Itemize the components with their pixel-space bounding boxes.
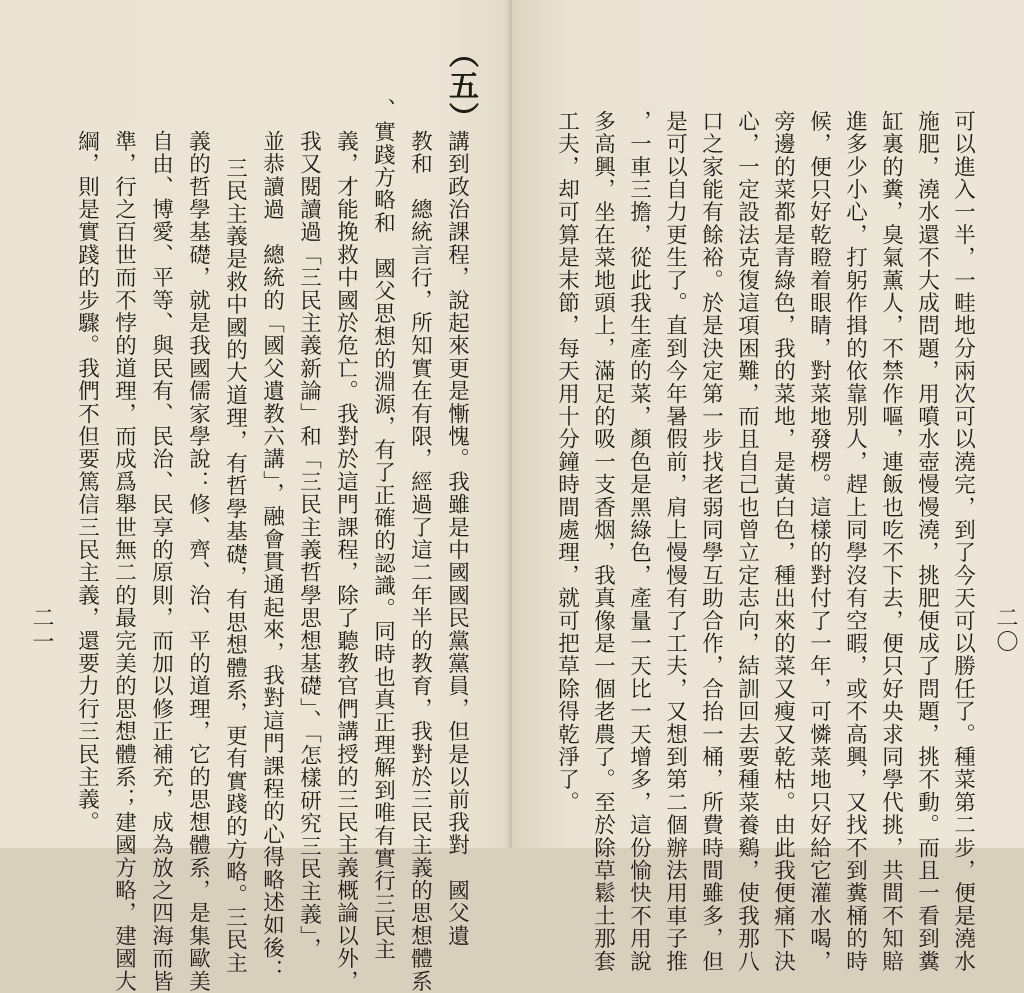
text-column: 施肥，澆水還不大成問題，用噴水壺慢慢澆，挑肥便成了問題，挑不動。而且一看到糞 xyxy=(914,110,940,973)
text-column: ，一車三擔，從此我生產的菜，顏色是黑綠色，產量一天比一天增多，這份愉快不用說 xyxy=(626,110,652,973)
text-column: 綱，則是實踐的步驟。我們不但要篤信三民主義，還要力行三民主義。 xyxy=(74,130,100,834)
text-column: 候，便只好乾瞪着眼睛，對菜地發楞。這樣的對付了一年，可憐菜地只好給它灌水喝， xyxy=(806,110,832,973)
page-number: 二一 xyxy=(29,606,54,654)
text-column: 心，一定設法克復這項困難，而且自己也曾立定志向，結訓回去要種菜養鷄，使我那八 xyxy=(734,110,760,973)
text-column: 可以進入一半，一畦地分兩次可以澆完，到了今天可以勝任了。種菜第二步，便是澆水 xyxy=(950,110,976,973)
text-column: 講到政治課程，說起來更是慚愧。我雖是中國國民黨黨員，但是以前我對 國父遺 xyxy=(444,130,470,948)
text-column: 缸裏的糞，臭氣薰人，不禁作嘔，連飯也吃不下去，便只好央求同學代挑，共間不知賠 xyxy=(878,110,904,973)
text-column: 口之家能有餘裕。於是決定第一步找老弱同學互助合作，合抬一桶，所費時間雖多，但 xyxy=(698,110,724,973)
text-column: 教和 總統言行，所知實在有限，經過了這二年半的教育，我對於三民主義的思想體系 xyxy=(407,130,433,993)
text-column: 工夫，却可算是末節，每天用十分鐘時間處理，就可把草除得乾淨了。 xyxy=(554,110,580,814)
text-column: 並恭讀過 總統的「國父遺教六講」，融會貫通起來，我對這門課程的心得略述如後： xyxy=(259,130,285,982)
right-page xyxy=(512,0,1024,973)
text-column: 準，行之百世而不悖的道理，而成爲舉世無二的最完美的思想體系；建國方略，建國大 xyxy=(111,130,137,993)
text-column: 我又閱讀過「三民主義新論」和「三民主義哲學思想基礎」、「怎樣研究三民主義」， xyxy=(296,130,322,961)
text-column: 義的哲學基礎，就是我國儒家學說：修、齊、治、平的道理，它的思想體系，是集歐美 xyxy=(185,130,211,993)
text-column: 義，才能挽救中國於危亡。我對於這門課程，除了聽教官們講授的三民主義概論以外， xyxy=(333,130,359,993)
text-column: 旁邊的菜都是青綠色，我的菜地，是黃白色，種出來的菜又瘦又乾枯。由此我便痛下決 xyxy=(770,110,796,973)
page-number: 二〇 xyxy=(993,606,1018,654)
section-heading: （五） xyxy=(443,38,478,134)
text-column: 是可以自力更生了。直到今年暑假前，肩上慢慢有了工夫，又想到第二個辦法用車子推 xyxy=(662,110,688,973)
text-column: 多高興，坐在菜地頭上，滿足的吸一支香烟，我真像是一個老農了。至於除草鬆土那套 xyxy=(590,110,616,973)
text-column: 三民主義是救中國的大道理，有哲學基礎，有思想體系，更有實踐的方略。三民主 xyxy=(222,157,248,975)
text-column: 進多少小心，打躬作揖的依靠別人，趕上同學沒有空暇，或不高興，又找不到糞桶的時 xyxy=(842,110,868,973)
text-column: 、實踐方略和 國父思想的淵源，有了正確的認識。同時也真正理解到唯有實行三民主 xyxy=(370,98,396,961)
text-column: 自由、博愛、平等、與民有、民治、民享的原則，而加以修正補充，成為放之四海而皆 xyxy=(148,130,174,993)
